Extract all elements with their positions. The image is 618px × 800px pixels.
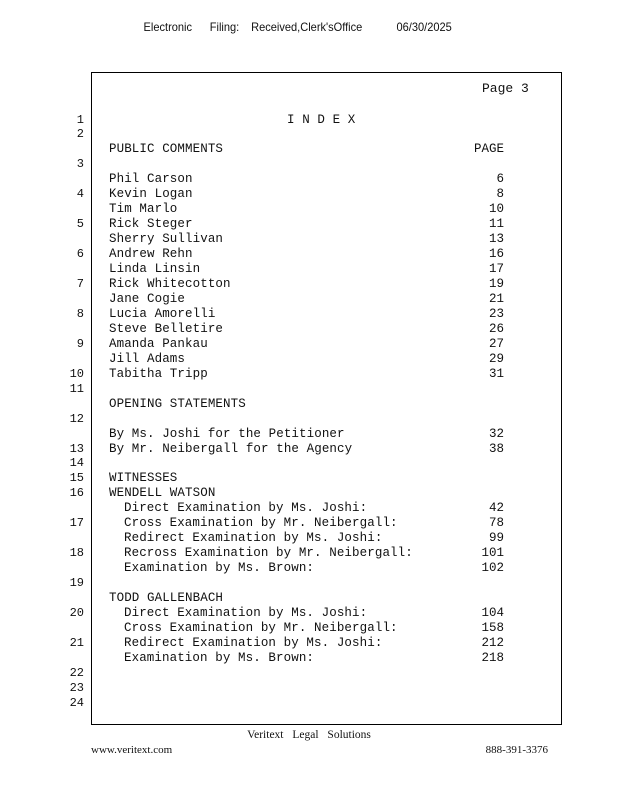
line-number: 20 (69, 606, 84, 620)
witness-name: TODD GALLENBACH (109, 591, 224, 605)
opening-statements-heading: OPENING STATEMENTS (109, 397, 246, 411)
comment-name: Steve Belletire (109, 322, 224, 336)
comment-name: Tim Marlo (109, 202, 178, 216)
comment-name: Linda Linsin (109, 262, 201, 276)
statement-page: 38 (488, 442, 504, 456)
page-number: Page 3 (482, 81, 529, 96)
comment-name: Jill Adams (109, 352, 186, 366)
comment-name: Amanda Pankau (109, 337, 208, 351)
comment-page: 17 (488, 262, 504, 276)
witnesses-heading: WITNESSES (109, 471, 178, 485)
comment-name: Lucia Amorelli (109, 307, 216, 321)
examination-page: 78 (488, 516, 504, 530)
line-number: 6 (76, 247, 84, 261)
examination-page: 102 (481, 561, 504, 575)
line-number: 18 (69, 546, 84, 560)
examination-entry: Direct Examination by Ms. Joshi: (124, 501, 368, 515)
comment-page: 19 (488, 277, 504, 291)
header-date: 06/30/2025 (396, 20, 452, 34)
examination-page: 158 (481, 621, 504, 635)
examination-entry: Cross Examination by Mr. Neibergall: (124, 516, 398, 530)
examination-page: 101 (481, 546, 504, 560)
line-number: 8 (76, 307, 84, 321)
line-number: 16 (69, 486, 84, 500)
comment-name: Andrew Rehn (109, 247, 193, 261)
statement-name: By Ms. Joshi for the Petitioner (109, 427, 345, 441)
line-number: 1 (76, 113, 84, 127)
examination-entry: Examination by Ms. Brown: (124, 651, 315, 665)
examination-entry: Redirect Examination by Ms. Joshi: (124, 636, 383, 650)
comment-page: 21 (488, 292, 504, 306)
comment-name: Rick Whitecotton (109, 277, 231, 291)
comment-page: 16 (488, 247, 504, 261)
line-number: 7 (76, 277, 84, 291)
statement-page: 32 (488, 427, 504, 441)
comment-page: 13 (488, 232, 504, 246)
filing-header (0, 20, 569, 36)
witness-name: WENDELL WATSON (109, 486, 216, 500)
line-number: 22 (69, 666, 84, 680)
line-number: 17 (69, 516, 84, 530)
comment-page: 6 (496, 172, 504, 186)
header-electronic: Electronic (143, 20, 192, 34)
statement-name: By Mr. Neibergall for the Agency (109, 442, 353, 456)
footer-company: Veritext Legal Solutions (247, 729, 371, 741)
header-filing: Filing: (209, 20, 240, 34)
comment-name: Sherry Sullivan (109, 232, 224, 246)
line-number: 12 (69, 412, 84, 426)
line-number: 4 (76, 187, 84, 201)
line-number: 21 (69, 636, 84, 650)
line-number: 19 (69, 576, 84, 590)
line-number: 23 (69, 681, 84, 695)
header-received: Received,Clerk'sOffice (251, 20, 363, 34)
line-number: 9 (76, 337, 84, 351)
comment-name: Phil Carson (109, 172, 193, 186)
line-number: 10 (69, 367, 84, 381)
examination-entry: Recross Examination by Mr. Neibergall: (124, 546, 413, 560)
examination-page: 212 (481, 636, 504, 650)
footer-phone: 888-391-3376 (485, 744, 548, 756)
line-number: 11 (69, 382, 84, 396)
comment-page: 23 (488, 307, 504, 321)
public-comments-heading: PUBLIC COMMENTS (109, 142, 224, 156)
examination-entry: Redirect Examination by Ms. Joshi: (124, 531, 383, 545)
comment-page: 26 (488, 322, 504, 336)
examination-entry: Direct Examination by Ms. Joshi: (124, 606, 368, 620)
comment-page: 8 (496, 187, 504, 201)
comment-page: 11 (488, 217, 504, 231)
index-title: I N D E X (287, 113, 356, 127)
line-number: 13 (69, 442, 84, 456)
comment-name: Rick Steger (109, 217, 193, 231)
examination-page: 42 (488, 501, 504, 515)
line-number: 15 (69, 471, 84, 485)
comment-page: 10 (488, 202, 504, 216)
page-column-heading: PAGE (473, 142, 504, 156)
line-number: 2 (76, 127, 84, 141)
examination-page: 104 (481, 606, 504, 620)
comment-name: Kevin Logan (109, 187, 193, 201)
comment-name: Tabitha Tripp (109, 367, 208, 381)
line-number: 5 (76, 217, 84, 231)
examination-page: 99 (488, 531, 504, 545)
comment-page: 27 (488, 337, 504, 351)
footer-website: www.veritext.com (91, 744, 173, 756)
line-number: 24 (69, 696, 84, 710)
examination-entry: Examination by Ms. Brown: (124, 561, 315, 575)
comment-page: 31 (488, 367, 504, 381)
line-number: 14 (69, 456, 84, 470)
line-number: 3 (76, 157, 84, 171)
examination-page: 218 (481, 651, 504, 665)
comment-name: Jane Cogie (109, 292, 186, 306)
examination-entry: Cross Examination by Mr. Neibergall: (124, 621, 398, 635)
comment-page: 29 (488, 352, 504, 366)
